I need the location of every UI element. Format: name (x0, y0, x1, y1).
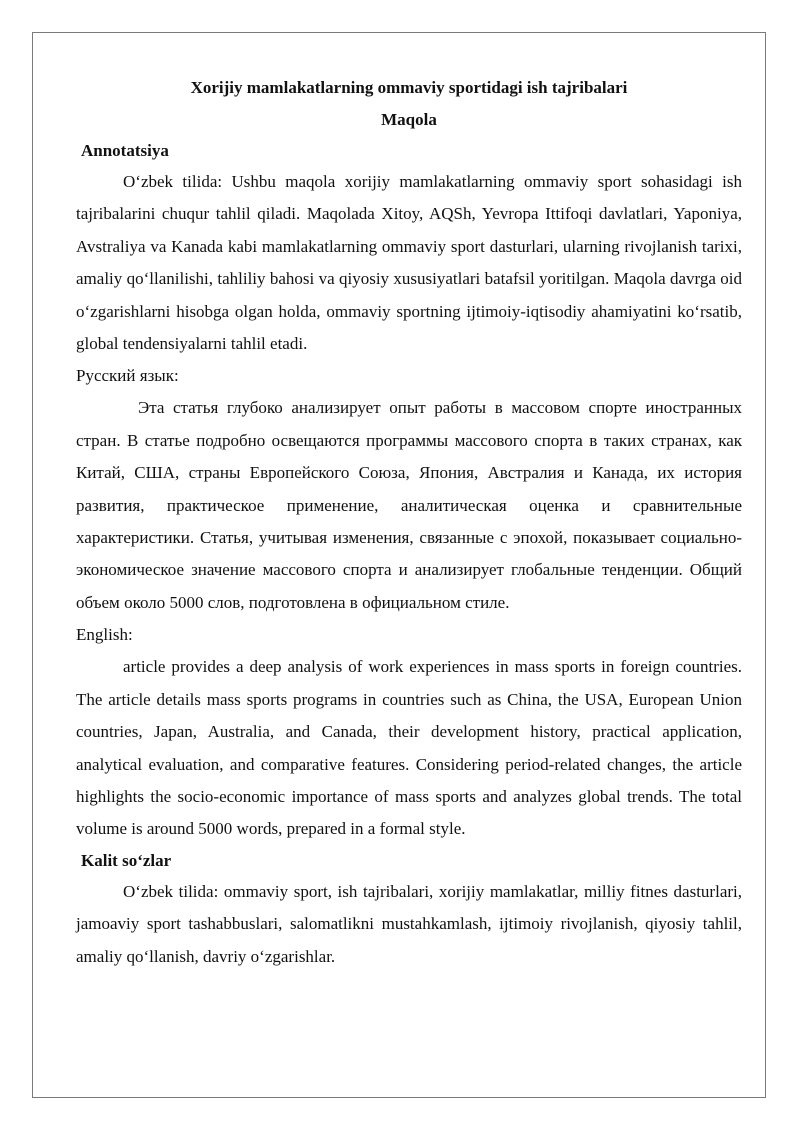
document-title: Xorijiy mamlakatlarning ommaviy sportidagi ish tajribalari (190, 78, 628, 97)
document-subtitle: Maqola (381, 110, 437, 129)
annotation-ru-paragraph: Эта статья глубоко анализирует опыт работы в массовом спорте иностранных стран. В статье подробно освещаются программы массового спорта в таких странах, как Китай, США, страны Европейского Союза, Япония, Австралия и Канада, их история развития, практическое применение, аналитическая оценка и сравнительные характеристики. Статья, учитывая изменения, связанные с эпохой, показывает социально-экономическое значение массового спорта и анализирует глобальные тенденции. Общий объем около 5000 слов, подготовлена в официальном стиле. (76, 398, 742, 612)
keywords-uz-paragraph: O‘zbek tilida: ommaviy sport, ish tajribalari, xorijiy mamlakatlar, milliy fitnes dasturlari, jamoaviy sport tashabbuslari, salomatlikni mustahkamlash, ijtimoiy rivojlanish, qiyosiy tahlil, amaliy qo‘llanish, davriy o‘zgarishlar. (76, 881, 742, 966)
annotation-uz-paragraph: O‘zbek tilida: Ushbu maqola xorijiy mamlakatlarning ommaviy sport sohasidagi ish tajribalarini chuqur tahlil qiladi. Maqolada Xitoy, AQSh, Yevropa Ittifoqi davlatlari, Yaponiya, Avstraliya va Kanada kabi mamlakatlarning ommaviy sport dasturlari, ularning rivojlanish tarixi, amaliy qo‘llanilishi, tahliliy bahosi va qiyosiy xususiyatlari batafsil yoritilgan. Maqola davrga oid o‘zgarishlarni hisobga olgan holda, ommaviy sportning ijtimoiy-iqtisodiy ahamiyatini ko‘rsatib, global tendensiyalarni tahlil etadi. (76, 172, 742, 354)
russian-label: Русский язык: (76, 366, 179, 386)
english-label: English: (76, 625, 133, 645)
annotation-heading: Annotatsiya (81, 141, 169, 160)
document-body (76, 72, 742, 973)
annotation-en-paragraph: article provides a deep analysis of work experiences in mass sports in foreign countries. The article details mass sports programs in countries such as China, the USA, European Union countries, Japan, Australia, and Canada, their development history, practical application, analytical evaluation, and comparative features. Considering period-related changes, the article highlights the socio-economic importance of mass sports and analyzes global trends. The total volume is around 5000 words, prepared in a formal style. (76, 657, 742, 839)
keywords-heading: Kalit so‘zlar (81, 850, 172, 870)
